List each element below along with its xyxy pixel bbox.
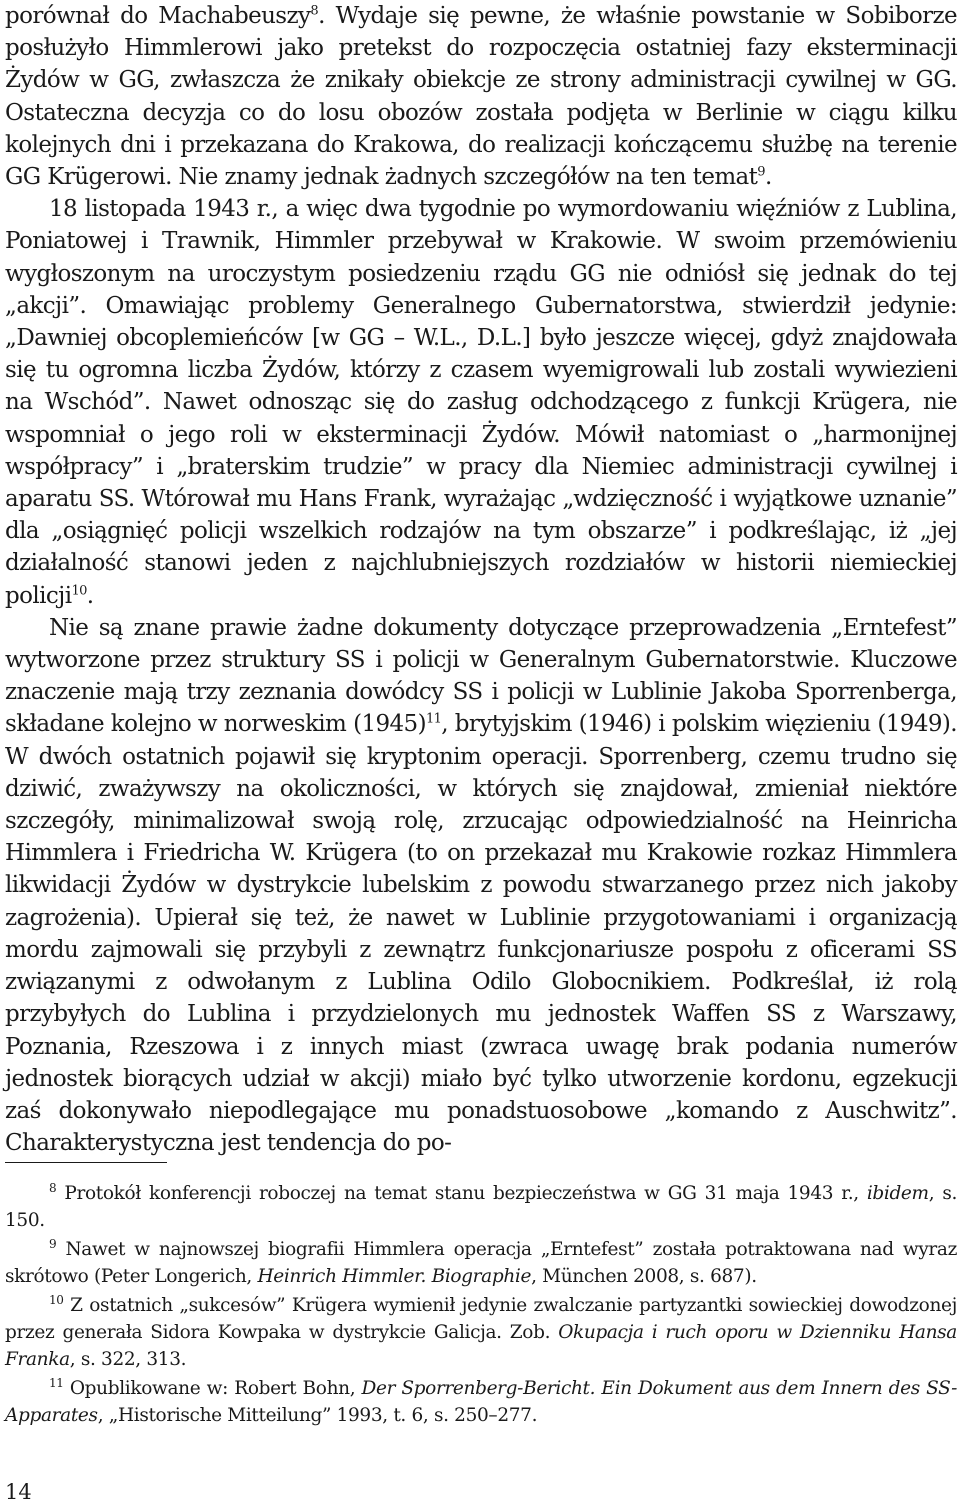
footnote-italic: Heinrich Himmler. Biographie xyxy=(257,1266,532,1288)
page-number: 14 xyxy=(5,1480,32,1504)
paragraph-2 xyxy=(5,193,957,612)
footnote-text: Protokół konferencji roboczej na temat stanu bezpieczeństwa w GG 31 maja 1943 r., xyxy=(64,1183,867,1204)
paragraph-text: porównał do Machabeuszy xyxy=(5,3,311,29)
footnote-text: Nawet w najnowszej biografii Himmlera operacja „Erntefest” została potraktowana nad wyraz skrótowo (Peter Longerich, xyxy=(5,1238,958,1288)
footnote-9 xyxy=(5,1236,957,1291)
footnote-number: 10 xyxy=(49,1292,64,1307)
paragraph-text: 18 listopada 1943 r., a więc dwa tygodnie po wymordowaniu więźniów z Lublina, Poniatowej i Trawnik, Himmler przebywał w Krakowie. W swoim przemówieniu wygłoszonym na uroczystym posiedzeniu rządu GG nie odniósł się jednak do tej „akcji”. Omawiając problemy Generalnego Gubernatorstwa, stwierdził jedynie: „Dawniej obcoplemieńców [w GG – W.L., D.L.] było jeszcze więcej, gdyż znajdowała się tu ogromna liczba Żydów, którzy z czasem wyemigrowali lub zostali wywiezieni na Wschód”. Nawet odnosząc się do zasług odchodzącego z funkcji Krügera, nie wspomniał o jego roli w eksterminacji Żydów. Mówił natomiast o „harmonijnej współpracy” i „braterskim trudzie” w pracy dla Niemiec administracji cywilnej i aparatu SS. Wtórował mu Hans Frank, wyrażając „wdzięczność i wyjątkowe uznanie” dla „osiągnięć policji wszelkich rodzajów na tym obszarze” i podkreślając, iż „jej działalność stanowi jeden z najchlubniejszych rozdziałów w historii niemieckiej policji xyxy=(5,196,957,609)
paragraph-3 xyxy=(5,612,957,1159)
footnote-ref-9[interactable]: 9 xyxy=(757,164,765,180)
paragraph-text: . Wydaje się pewne, że właśnie powstanie w Sobiborze posłużyło Himmlerowi jako pretekst do rozpoczęcia ostatniej fazy eksterminacji Żydów w GG, zwłaszcza że znikały obiekcje ze strony administracji cywilnej w GG. Ostateczna decyzja co do losu obozów została podjęta w Berlinie w ciągu kilku kolejnych dni i przekazana do Krakowa, do realizacji kończącemu służbę na terenie GG Krügerowi. Nie znamy jednak żadnych szczegółów na ten temat xyxy=(5,3,957,191)
footnote-italic: Der Sporrenberg-Bericht. Ein Dokument aus dem Innern des SS-Apparates xyxy=(5,1377,958,1427)
footnotes xyxy=(5,1180,957,1431)
footnote-8 xyxy=(5,1180,957,1235)
footnote-text: , s. 150. xyxy=(5,1183,957,1232)
footnote-text: Z ostatnich „sukcesów” Krügera wymienił jedynie zwalczanie partyzantki sowieckiej dowodzonej przez generała Sidora Kowpaka w dystrykcie Galicja. Zob. xyxy=(5,1294,957,1344)
footnote-number: 9 xyxy=(49,1236,57,1251)
paragraph-1 xyxy=(5,0,957,193)
paragraph-text: . xyxy=(86,582,94,609)
footnote-ref-10[interactable]: 10 xyxy=(71,583,87,598)
footnote-ref-8[interactable]: 8 xyxy=(310,3,319,19)
footnote-text: , s. 322, 313. xyxy=(69,1349,187,1371)
footnote-italic: ibidem xyxy=(866,1183,929,1204)
paragraph-text: , brytyjskim (1946) i polskim więzieniu (1949). W dwóch ostatnich pojawił się kryptonim operacji. Sporrenberg, czemu trudno się dziwić, zważywszy na okoliczności, w których się znajdował, zmieniał niektóre szczegóły, minimalizował swoją rolę, zrzucając odpowiedzialność na Heinricha Himmlera i Friedricha W. Krügera (to on przekazał mu Krakowie rozkaz Himmlera likwidacji Żydów w dystrykcie lubelskim z powodu stwarzanego przez nich jakoby zagrożenia). Upierał się też, że nawet w Lublinie przygotowaniami i organizacją mordu zajmowali się przybyli z zewnątrz funkcjonariusze pospołu z oficerami SS związanymi z odwołanym z Lublina Odilo Globocnikiem. Podkreślał, iż rolą przybyłych do Lublina i przydzielonych mu jednostek Waffen SS z Warszawy, Poznania, Rzeszowa i z innych miast (zwraca uwagę brak podania numerów jednostek biorących udział w akcji) miało być tylko utworzenie kordonu, egzekucji zaś dokonywało niepodlegające mu ponadstuosobowe „komando z Auschwitz”. Charakterystyczna jest tendencja do po- xyxy=(5,711,957,1157)
footnote-ref-11[interactable]: 11 xyxy=(425,711,442,727)
footnote-11 xyxy=(5,1375,957,1430)
main-text xyxy=(5,0,957,1159)
footnote-number: 11 xyxy=(49,1375,64,1390)
footnote-10 xyxy=(5,1292,957,1374)
paragraph-text: Nie są znane prawie żadne dokumenty dotyczące przeprowadzenia „Erntefest” wytworzone przez struktury SS i policji w Generalnym Gubernatorstwie. Kluczowe znaczenie mają trzy zeznania dowódcy SS i policji w Lublinie Jakoba Sporrenberga, składane kolejno w norweskim (1945) xyxy=(5,614,957,738)
footnote-text: , „Historische Mitteilung” 1993, t. 6, s. 250–277. xyxy=(97,1405,538,1427)
footnote-number: 8 xyxy=(49,1180,57,1195)
footnote-italic: Okupacja i ruch oporu w Dzienniku Hansa Franka xyxy=(5,1322,957,1371)
footnote-text: Opublikowane w: Robert Bohn, xyxy=(69,1377,362,1399)
footnote-text: , München 2008, s. 687). xyxy=(531,1266,757,1288)
footnote-separator xyxy=(5,1162,167,1163)
paragraph-text: . xyxy=(764,164,772,191)
